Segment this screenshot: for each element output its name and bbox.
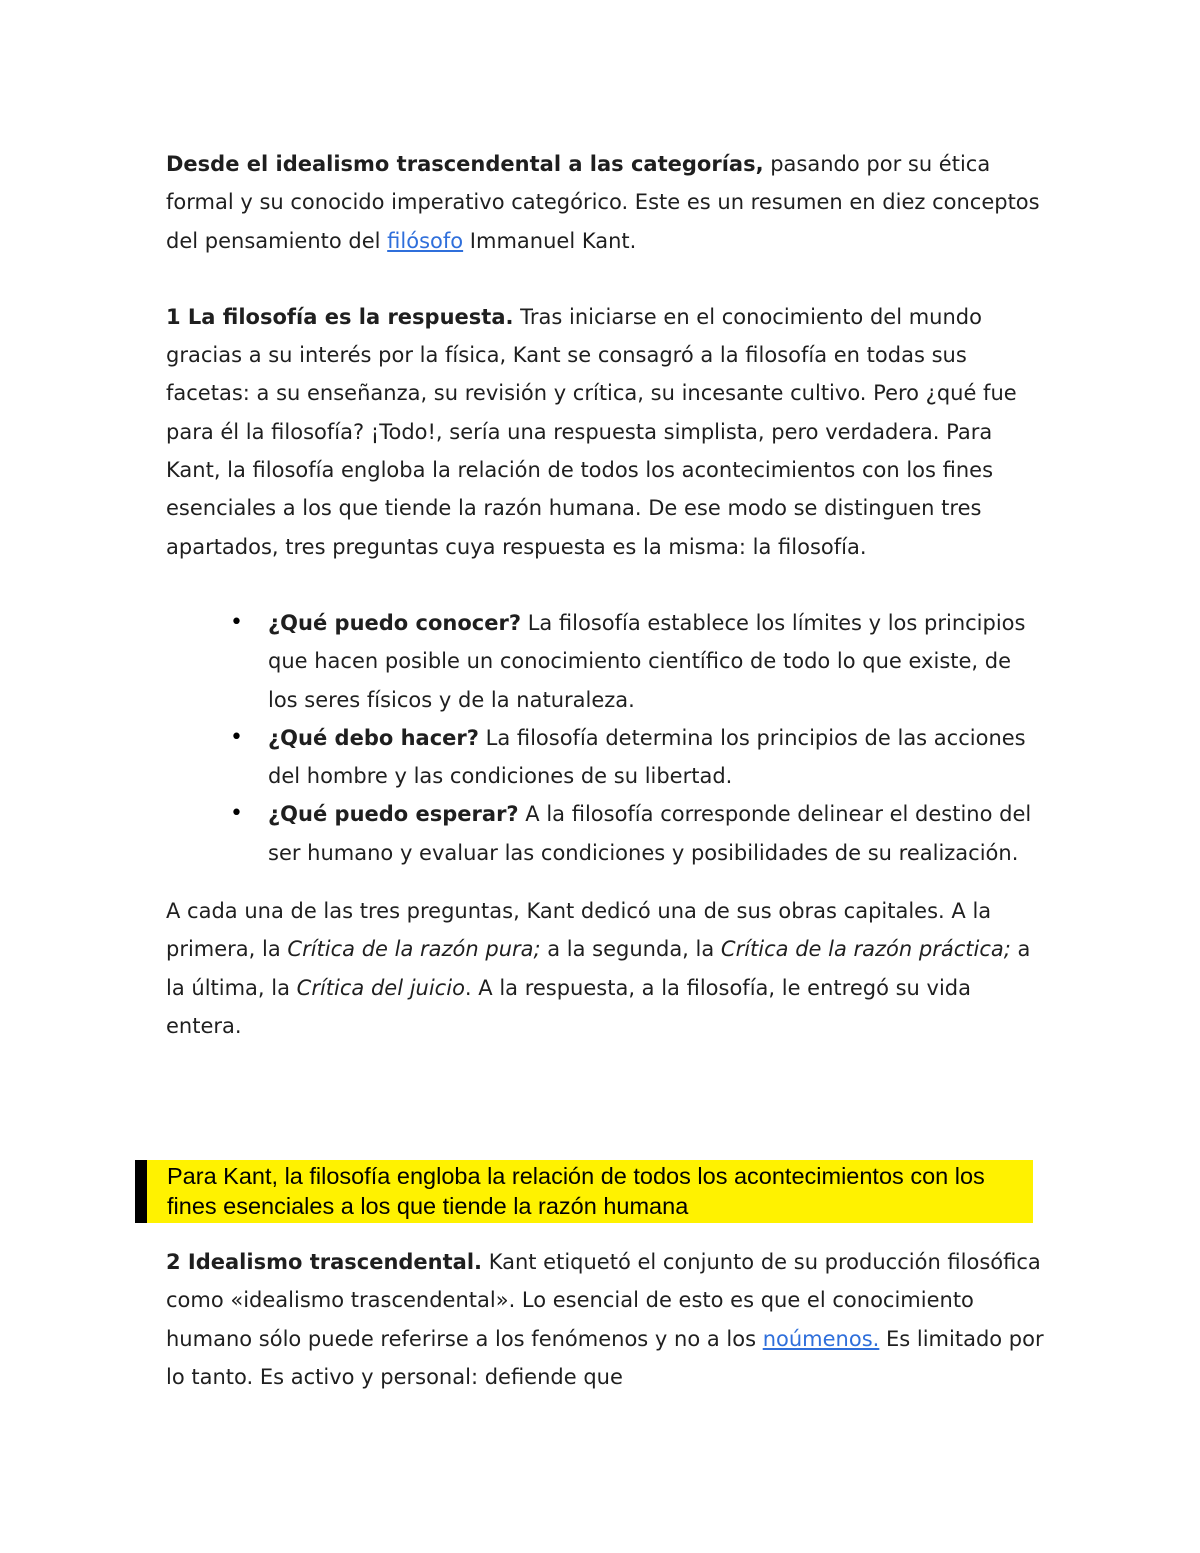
section-1-body: Tras iniciarse en el conocimiento del mundo gracias a su interés por la física, Kant se consagró a la filosofía en todas sus facetas: a su enseñanza, su revisión y crítica, su incesante cultivo. Pero ¿qué fue para él la filosofía? ¡Todo!, sería una respuesta simplista, pero verdadera. Para Kant, la filosofía engloba la relación de todos los acontecimientos con los fines esenciales a los que tiende la razón humana. De ese modo se distinguen tres apartados, tres preguntas cuya respuesta es la misma: la filosofía. <box>166 304 1017 559</box>
works-paragraph <box>166 892 1046 1045</box>
intro-text: pasando por su ética formal y su conocido imperativo categórico. Este es un resumen en diez conceptos del pensamiento del <box>166 152 1040 253</box>
section-1-paragraph <box>166 298 1046 566</box>
question-label: ¿Qué puedo esperar? <box>268 802 519 827</box>
bullet-icon: • <box>230 609 243 635</box>
section-2-body-end: Es limitado por lo tanto. Es activo y personal: defiende que <box>166 1326 1044 1389</box>
work-title-critica-razon-practica: Crítica de la razón práctica; <box>720 937 1011 962</box>
work-title-critica-juicio: Crítica del juicio <box>296 975 465 1000</box>
intro-text-end: Immanuel Kant. <box>463 228 637 253</box>
question-answer: A la filosofía corresponde delinear el destino del ser humano y evaluar las condiciones y posibilidades de su realización. <box>268 802 1032 865</box>
works-text: . A la respuesta, a la filosofía, le entregó su vida entera. <box>166 975 971 1038</box>
question-answer: La filosofía determina los principios de las acciones del hombre y las condiciones de su libertad. <box>268 725 1026 789</box>
questions-list <box>166 604 1046 872</box>
question-label: ¿Qué debo hacer? <box>268 725 479 750</box>
section-2 <box>166 1243 1046 1396</box>
document-body <box>166 145 1046 1045</box>
intro-paragraph <box>166 145 1046 260</box>
filosofo-link[interactable]: filósofo <box>387 228 464 253</box>
works-text: A cada una de las tres preguntas, Kant dedicó una de sus obras capitales. A la primera, la <box>166 899 992 962</box>
intro-bold-lead: Desde el idealismo trascendental a las categorías, <box>166 152 764 176</box>
list-item <box>230 604 1046 719</box>
works-text: a la segunda, la <box>540 937 721 962</box>
bullet-icon: • <box>230 724 243 750</box>
question-label: ¿Qué puedo conocer? <box>268 610 522 635</box>
list-item <box>230 795 1046 872</box>
bullet-icon: • <box>230 801 243 827</box>
section-2-heading: 2 Idealismo trascendental. <box>166 1250 483 1274</box>
works-text: a la última, la <box>166 937 1031 1000</box>
pull-quote: Para Kant, la filosofía engloba la relación de todos los acontecimientos con los fines esenciales a los que tiende la razón humana <box>135 1160 1033 1223</box>
noumenos-link[interactable]: noúmenos. <box>762 1326 880 1351</box>
section-1-heading: 1 La filosofía es la respuesta. <box>166 304 514 329</box>
list-item <box>230 719 1046 796</box>
section-2-paragraph <box>166 1243 1046 1396</box>
section-2-body: Kant etiquetó el conjunto de su producción filosófica como «idealismo trascendental». Lo esencial de esto es que el conocimiento humano sólo puede referirse a los fenómenos y no a los <box>166 1250 1041 1351</box>
work-title-critica-razon-pura: Crítica de la razón pura; <box>287 937 541 962</box>
question-answer: La filosofía establece los límites y los principios que hacen posible un conocimiento científico de todo lo que existe, de los seres físicos y de la naturaleza. <box>268 610 1026 712</box>
